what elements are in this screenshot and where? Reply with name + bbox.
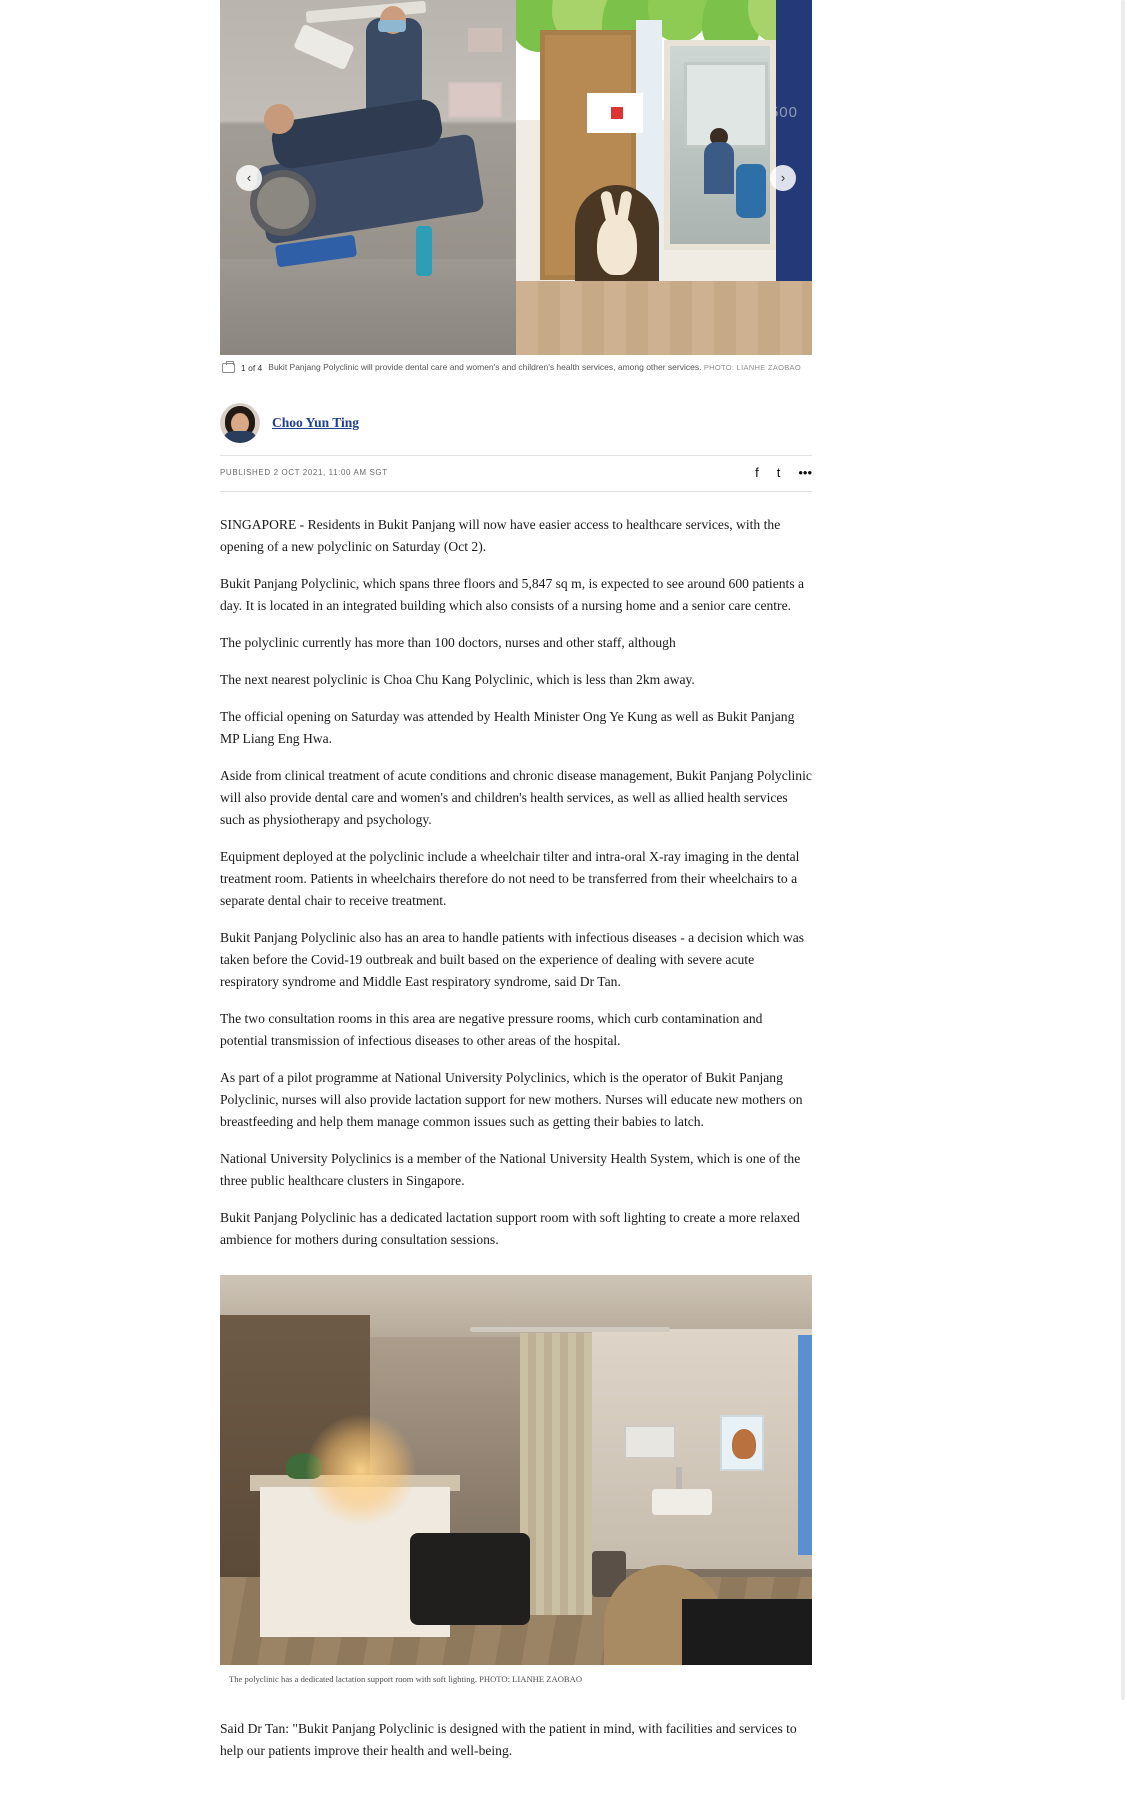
rabbit-ear-left	[600, 190, 617, 224]
gallery-image-childrens-area	[516, 0, 812, 355]
gallery-caption-bar	[220, 355, 812, 377]
article-body	[220, 514, 812, 1251]
article-paragraph: Said Dr Tan: "Bukit Panjang Polyclinic is designed with the patient in mind, with facilities and services to help our patients improve their health and well-being.	[220, 1721, 797, 1759]
image-gallery[interactable]	[220, 0, 812, 355]
door-sign	[587, 93, 643, 133]
blue-wall-strip	[798, 1335, 812, 1555]
foreground-desk	[682, 1599, 812, 1665]
red-cross-icon	[611, 107, 623, 119]
inline-figure-caption: The polyclinic has a dedicated lactation support room with soft lighting. PHOTO: LIANHE ZAOBAO	[229, 1674, 583, 1685]
wood-floor	[516, 281, 812, 355]
camera-icon	[222, 363, 235, 373]
article-paragraph: As part of a pilot programme at National University Polyclinics, which is the operator of Bukit Panjang Polyclinic, nurses will also provide lactation support for new mothers. Nurses will educate new mothers on breastfeeding and help them manage common issues such as getting their babies to latch.	[220, 1070, 803, 1130]
published-timestamp: PUBLISHED 2 OCT 2021, 11:00 AM SGT	[220, 467, 388, 477]
gallery-overlay-number: 500	[769, 104, 798, 121]
article-paragraph: The official opening on Saturday was attended by Health Minister Ong Ye Kung as well as Bukit Panjang MP Liang Eng Hwa.	[220, 708, 795, 746]
author-avatar	[220, 403, 260, 443]
facebook-icon[interactable]: f	[755, 464, 759, 480]
gallery-slide-counter: 1 of 4	[241, 363, 263, 373]
dental-lamp-head	[293, 24, 355, 71]
inline-figure	[220, 1275, 812, 1684]
office-chair	[736, 164, 766, 218]
article-paragraph: Aside from clinical treatment of acute conditions and chronic disease management, Bukit Panjang Polyclinic will also provide dental care and women's and children's health services, as well as allied health services such as physiotherapy and psychology.	[220, 767, 812, 827]
article-paragraph: Bukit Panjang Polyclinic, which spans three floors and 5,847 sq m, is expected to see around 600 patients a day. It is located in an integrated building which also consists of a nursing home and a senior care centre.	[220, 575, 805, 613]
wall-picture-small	[468, 28, 502, 52]
teal-post	[416, 226, 432, 276]
face-mask-icon	[378, 20, 406, 32]
patient-head	[264, 104, 294, 134]
photo-lactation-room	[220, 1275, 812, 1665]
article-body-continued	[220, 1718, 812, 1762]
avatar-body	[223, 431, 257, 443]
soft-lamp-glow	[306, 1415, 416, 1525]
tap-icon	[676, 1467, 682, 1491]
curtain-rail	[470, 1327, 670, 1332]
gallery-prev-button[interactable]: ‹	[236, 165, 262, 191]
article-paragraph: National University Polyclinics is a member of the National University Health System, which is one of the three public healthcare clusters in Singapore.	[220, 1151, 801, 1189]
rabbit-ear-right	[616, 190, 632, 223]
wall-picture	[448, 82, 502, 118]
sink	[652, 1489, 712, 1515]
gallery-next-button[interactable]: ›	[770, 165, 796, 191]
article-paragraph: The next nearest polyclinic is Choa Chu Kang Polyclinic, which is less than 2km away.	[220, 671, 695, 687]
wall-monitor	[624, 1425, 676, 1459]
author-name-link[interactable]: Choo Yun Ting	[272, 414, 360, 430]
poster-figure	[732, 1429, 756, 1459]
article-container	[220, 0, 812, 1762]
staff-figure	[704, 142, 734, 194]
article-paragraph: Bukit Panjang Polyclinic has a dedicated lactation support room with soft lighting to create a more relaxed ambience for mothers during consultation sessions.	[220, 1210, 800, 1248]
blue-wall-panel	[776, 0, 812, 292]
article-meta-row	[220, 466, 812, 492]
gallery-caption-text: Bukit Panjang Polyclinic will provide dental care and women's and children's health services, among other services.	[268, 362, 702, 372]
breastfeeding-poster	[720, 1415, 764, 1471]
rabbit-icon	[597, 215, 637, 275]
article-paragraph: The two consultation rooms in this area are negative pressure rooms, which curb contamination and potential transmission of infectious diseases to other areas of the hospital.	[220, 1011, 763, 1049]
floor-surface	[220, 259, 516, 355]
armchair	[410, 1533, 530, 1625]
photo-childrens-health-area	[516, 0, 812, 355]
article-paragraph: SINGAPORE - Residents in Bukit Panjang will now have easier access to healthcare services, with the opening of a new polyclinic on Saturday (Oct 2).	[220, 516, 781, 554]
gallery-image-dental-room	[220, 0, 516, 355]
article-paragraph: Bukit Panjang Polyclinic also has an area to handle patients with infectious diseases - a decision which was taken before the Covid-19 outbreak and built based on the experience of dealing with severe acute respiratory syndrome and Middle East respiratory syndrome, said Dr Tan.	[220, 929, 805, 989]
byline	[220, 403, 812, 456]
article-paragraph: The polyclinic currently has more than 100 doctors, nurses and other staff, although	[220, 634, 676, 650]
page-scrollbar[interactable]	[1121, 0, 1125, 1700]
consultation-room-interior	[664, 40, 776, 250]
gallery-caption-wrapper	[268, 361, 801, 374]
photo-dental-treatment	[220, 0, 516, 355]
door-frame	[540, 30, 636, 280]
more-options-icon[interactable]: •••	[798, 464, 812, 480]
privacy-curtain	[520, 1333, 592, 1615]
gallery-photo-credit: PHOTO: LIANHE ZAOBAO	[703, 363, 801, 372]
article-paragraph: Equipment deployed at the polyclinic include a wheelchair tilter and intra-oral X-ray imaging in the dental treatment room. Patients in wheelchairs therefore do not need to be transferred from their wheelchairs to a separate dental chair to receive treatment.	[220, 848, 800, 908]
twitter-icon[interactable]: t	[776, 464, 781, 480]
share-icons-group[interactable]	[755, 466, 812, 479]
